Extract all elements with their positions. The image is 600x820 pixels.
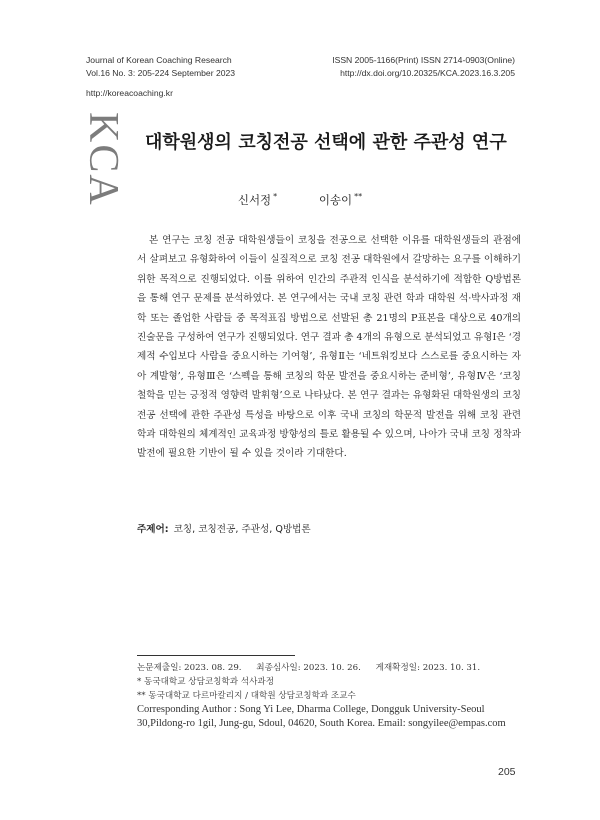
keywords-value: 코칭, 코칭전공, 주관성, Q방법론: [173, 524, 311, 535]
journal-volume: Vol.16 No. 3: 205-224 September 2023: [86, 68, 236, 78]
page-number: 205: [498, 766, 516, 778]
journal-identifiers: [332, 54, 515, 80]
date-reviewed: 최종심사일: 2023. 10. 26.: [256, 663, 361, 673]
footnote-author-2: ** 동국대학교 다르마칼리지 / 대학원 상담코칭학과 조교수: [137, 691, 356, 701]
keywords-label: 주제어:: [137, 524, 169, 535]
abstract: 본 연구는 코칭 전공 대학원생들이 코칭을 전공으로 선택한 이유를 대학원생들의 관점에서 살펴보고 유형화하여 이들이 실질적으로 코칭 전공 대학원에서 갈망하는 요구를 이해하기 위한 목적으로 진행되었다. 이를 위하여 인간의 주관적 인식을 분석하기에 적합한 Q방법론을 통해 연구 문제를 분석하였다. 본 연구에서는 국내 코칭 관련 학과 대학원 석·박사과정 재학 또는 졸업한 사람들 중 목적표집 방법으로 선발된 총 21명의 P표본을 대상으로 40개의 진술문을 구성하여 연구가 진행되었다. 연구 결과 총 4개의 유형으로 분석되었고 유형Ⅰ은 ‘경제적 수입보다 사람을 중요시하는 기여형’, 유형Ⅱ는 ‘네트워킹보다 스스로를 중요시하는 자아 계발형’, 유형Ⅲ은 ‘스펙을 통해 코칭의 학문 발전을 중요시하는 준비형’, 유형Ⅳ은 ‘코칭 철학을 믿는 긍정적 영향력 발휘형’으로 나타났다. 본 연구 결과는 유형화된 대학원생의 코칭전공 선택에 관한 주관성 특성을 바탕으로 이후 국내 코칭의 학문적 발전을 위해 코칭 관련 학과 대학원의 체계적인 교육과정 방향성의 틀로 활용될 수 있으며, 나아가 국내 코칭 정착과 발전에 필요한 기반이 될 수 있을 것이라 기대한다.: [137, 235, 521, 460]
author-1-name: 신서정: [237, 193, 272, 207]
doi-link[interactable]: http://dx.doi.org/10.20325/KCA.2023.16.3.205: [340, 68, 515, 78]
footnote-divider: [137, 655, 295, 656]
footnote-author-1: * 동국대학교 상담코칭학과 석사과정: [137, 677, 275, 687]
journal-header: [86, 54, 235, 80]
date-accepted: 게재확정일: 2023. 10. 31.: [375, 663, 481, 673]
paper-title: 대학원생의 코칭전공 선택에 관한 주관성 연구: [145, 132, 507, 153]
journal-url[interactable]: http://koreacoaching.kr: [86, 88, 173, 98]
submission-dates: [137, 662, 537, 675]
issn: ISSN 2005-1166(Print) ISSN 2714-0903(Online): [332, 55, 515, 65]
journal-name: Journal of Korean Coaching Research: [86, 55, 232, 65]
author-2-name: 이송이: [318, 193, 353, 207]
kca-logo: KCA: [80, 112, 126, 207]
author-2-mark: **: [354, 192, 363, 202]
date-received: 논문제출일: 2023. 08. 29.: [137, 663, 242, 673]
author-1-mark: *: [273, 192, 278, 202]
author-list: [0, 192, 600, 208]
keywords: [137, 521, 311, 535]
corresponding-author: Corresponding Author : Song Yi Lee, Dharma College, Dongguk University-Seoul 30,Pildong-ro 1gil, Jung-gu, Sdoul, 04620, South Korea. Email: songyilee@empas.com: [137, 704, 506, 729]
author-2: [319, 193, 362, 207]
author-1: [238, 193, 277, 207]
